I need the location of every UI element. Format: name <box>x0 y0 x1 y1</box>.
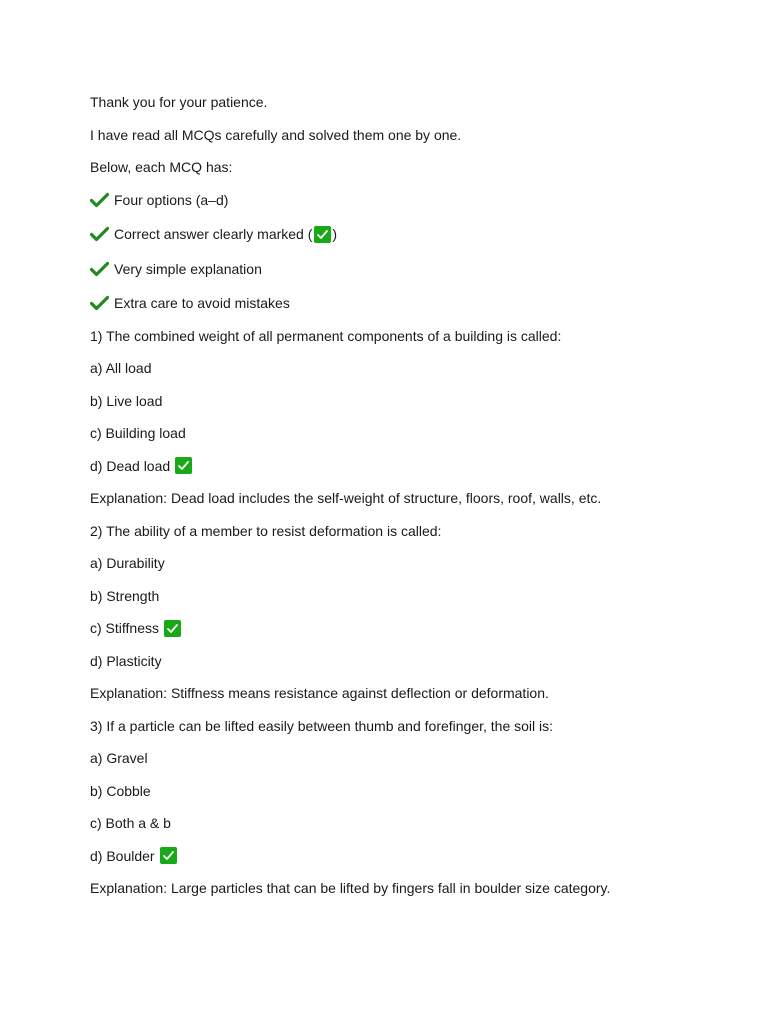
feature-item <box>90 293 730 313</box>
q2-option-a: a) Durability <box>90 555 165 571</box>
document-body <box>90 92 730 911</box>
q3-option-d <box>90 846 730 866</box>
feature-text: Extra care to avoid mistakes <box>114 295 290 311</box>
feature-item <box>90 224 730 244</box>
checkbox-check-icon <box>314 226 331 243</box>
question-3: 3) If a particle can be lifted easily between thumb and forefinger, the soil is: <box>90 717 554 734</box>
q3-explanation: Explanation: Large particles that can be lifted by fingers fall in boulder size category. <box>90 880 611 896</box>
q3-option-c: c) Both a & b <box>90 815 171 831</box>
question-2: 2) The ability of a member to resist deformation is called: <box>90 522 442 539</box>
q2-option-b: b) Strength <box>90 587 160 604</box>
q1-option-a: a) All load <box>90 360 152 376</box>
q3-option-b: b) Cobble <box>90 782 151 799</box>
feature-text-end: ) <box>332 226 338 242</box>
q1-explanation: Explanation: Dead load includes the self-weight of structure, floors, roof, walls, etc. <box>90 490 602 506</box>
q1-option-d-text: d) Dead load <box>90 457 171 474</box>
intro-read: I have read all MCQs carefully and solved them one by one. <box>90 126 462 143</box>
feature-text: Four options (a–d) <box>114 191 229 208</box>
q1-option-d <box>90 456 730 476</box>
q3-option-d-text: d) Boulder <box>90 847 155 864</box>
check-mark-icon <box>90 295 109 311</box>
correct-answer-icon <box>164 620 181 637</box>
check-mark-icon <box>90 226 109 242</box>
feature-item <box>90 259 730 279</box>
q2-option-d: d) Plasticity <box>90 652 162 669</box>
feature-text: Correct answer clearly marked ( <box>114 226 313 242</box>
q1-option-b: b) Live load <box>90 392 163 409</box>
q1-option-c: c) Building load <box>90 425 186 441</box>
check-mark-icon <box>90 192 109 208</box>
feature-item <box>90 190 730 210</box>
check-mark-icon <box>90 261 109 277</box>
intro-thanks: Thank you for your patience. <box>90 94 268 110</box>
intro-below: Below, each MCQ has: <box>90 159 233 175</box>
correct-answer-icon <box>175 457 192 474</box>
q2-explanation: Explanation: Stiffness means resistance against deflection or deformation. <box>90 685 549 701</box>
q3-option-a: a) Gravel <box>90 750 148 766</box>
feature-text: Very simple explanation <box>114 260 262 277</box>
correct-answer-icon <box>160 847 177 864</box>
q2-option-c <box>90 618 730 638</box>
question-1: 1) The combined weight of all permanent components of a building is called: <box>90 327 562 344</box>
q2-option-c-text: c) Stiffness <box>90 620 159 636</box>
